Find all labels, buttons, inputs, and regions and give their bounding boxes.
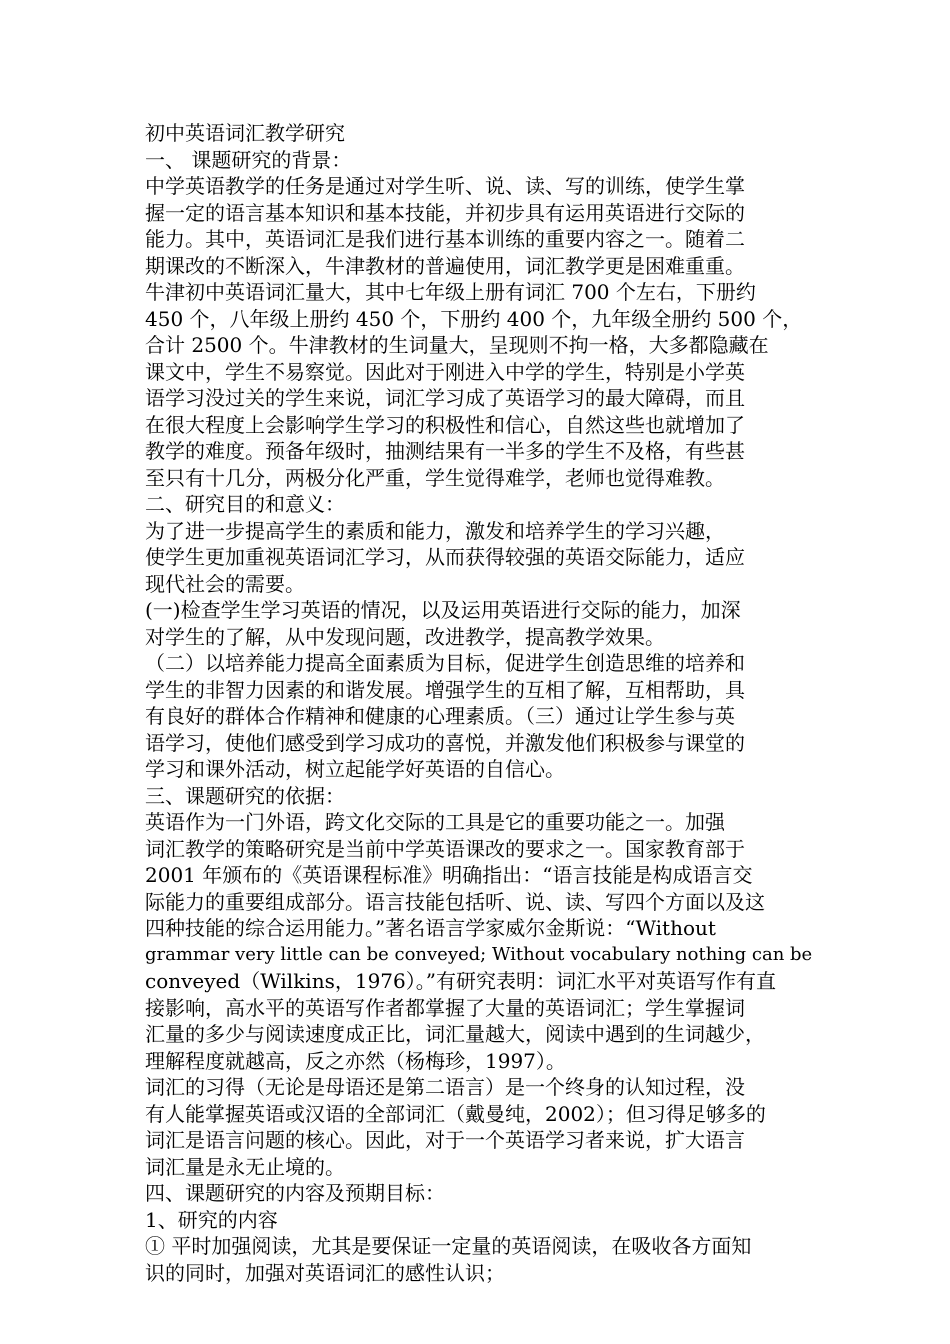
text-line: conveyed（Wilkins，1976）。”有研究表明：词汇水平对英语写作有直: [145, 969, 776, 993]
text-line: 对学生的了解，从中发现问题，改进教学，提高教学效果。: [145, 624, 665, 649]
text-line: 学习和课外活动，树立起能学好英语的自信心。: [145, 757, 565, 781]
text-line: 词汇教学的策略研究是当前中学英语课改的要求之一。国家教育部于: [145, 836, 745, 861]
text-line: 合计 2500 个。牛津教材的生词量大，呈现则不拘一格，大多都隐藏在: [145, 333, 769, 357]
text-line: ① 平时加强阅读，尤其是要保证一定量的英语阅读，在吸收各方面知: [145, 1234, 752, 1258]
text-line: 语学习，使他们感受到学习成功的喜悦，并激发他们积极参与课堂的: [145, 730, 745, 755]
text-line: 期课改的不断深入，牛津教材的普遍使用，词汇教学更是困难重重。: [145, 253, 745, 278]
text-line: 中学英语教学的任务是通过对学生听、说、读、写的训练，使学生掌: [145, 174, 745, 198]
section-heading-background: 一、 课题研究的背景：: [145, 147, 352, 172]
text-line: 词汇是语言问题的核心。因此，对于一个英语学习者来说，扩大语言: [145, 1128, 745, 1152]
text-line: 有人能掌握英语或汉语的全部词汇（戴曼纯，2002）；但习得足够多的: [145, 1101, 766, 1126]
document-page: [145, 120, 820, 1286]
text-line: 英语作为一门外语，跨文化交际的工具是它的重要功能之一。加强: [145, 810, 725, 834]
text-line: 有良好的群体合作精神和健康的心理素质。（三）通过让学生参与英: [145, 704, 735, 728]
text-line: 四种技能的综合运用能力。”著名语言学家威尔金斯说：“Without: [145, 916, 716, 940]
document-title: 初中英语词汇教学研究: [145, 121, 345, 145]
text-line: 语学习没过关的学生来说，词汇学习成了英语学习的最大障碍，而且: [145, 386, 745, 410]
text-line: (一)检查学生学习英语的情况，以及运用英语进行交际的能力，加深: [145, 598, 741, 622]
section-heading-content: 四、课题研究的内容及预期目标：: [145, 1181, 445, 1205]
text-line: 使学生更加重视英语词汇学习，从而获得较强的英语交际能力，适应: [145, 545, 745, 569]
text-line: 能力。其中，英语词汇是我们进行基本训练的重要内容之一。随着二: [145, 227, 745, 251]
text-line: 识的同时，加强对英语词汇的感性认识；: [145, 1260, 505, 1285]
text-line: 牛津初中英语词汇量大，其中七年级上册有词汇 700 个左右，下册约: [145, 280, 756, 304]
text-line: 450 个，八年级上册约 450 个，下册约 400 个，九年级全册约 500 个，: [145, 306, 803, 331]
text-line: 为了进一步提高学生的素质和能力，激发和培养学生的学习兴趣，: [145, 518, 725, 543]
text-line: 词汇的习得（无论是母语还是第二语言）是一个终身的认知过程，没: [145, 1075, 745, 1099]
text-line: 至只有十几分，两极分化严重，学生觉得难学，老师也觉得难教。: [145, 465, 725, 490]
text-line: 现代社会的需要。: [145, 571, 305, 596]
text-line: （二）以培养能力提高全面素质为目标，促进学生创造思维的培养和: [145, 651, 745, 675]
text-line: 汇量的多少与阅读速度成正比，词汇量越大，阅读中遇到的生词越少，: [145, 1022, 765, 1046]
text-line: 教学的难度。预备年级时，抽测结果有一半多的学生不及格，有些甚: [145, 439, 745, 463]
subsection-heading: 1、研究的内容: [145, 1207, 278, 1232]
text-line: 理解程度就越高，反之亦然（杨梅珍，1997）。: [145, 1048, 566, 1073]
text-line: 词汇量是永无止境的。: [145, 1154, 345, 1179]
text-line: grammar very little can be conveyed; Without vocabulary nothing can be: [145, 943, 813, 965]
section-heading-basis: 三、课题研究的依据：: [145, 783, 345, 808]
text-line: 际能力的重要组成部分。语言技能包括听、说、读、写四个方面以及这: [145, 889, 765, 914]
text-line: 课文中，学生不易察觉。因此对于刚进入中学的学生，特别是小学英: [145, 359, 745, 384]
text-line: 在很大程度上会影响学生学习的积极性和信心，自然这些也就增加了: [145, 412, 745, 437]
section-heading-purpose: 二、研究目的和意义：: [145, 492, 345, 516]
text-line: 2001 年颁布的《英语课程标准》明确指出：“语言技能是构成语言交: [145, 863, 753, 887]
text-line: 接影响，高水平的英语写作者都掌握了大量的英语词汇；学生掌握词: [145, 995, 745, 1020]
text-line: 握一定的语言基本知识和基本技能，并初步具有运用英语进行交际的: [145, 200, 745, 225]
text-line: 学生的非智力因素的和谐发展。增强学生的互相了解，互相帮助，具: [145, 677, 745, 702]
